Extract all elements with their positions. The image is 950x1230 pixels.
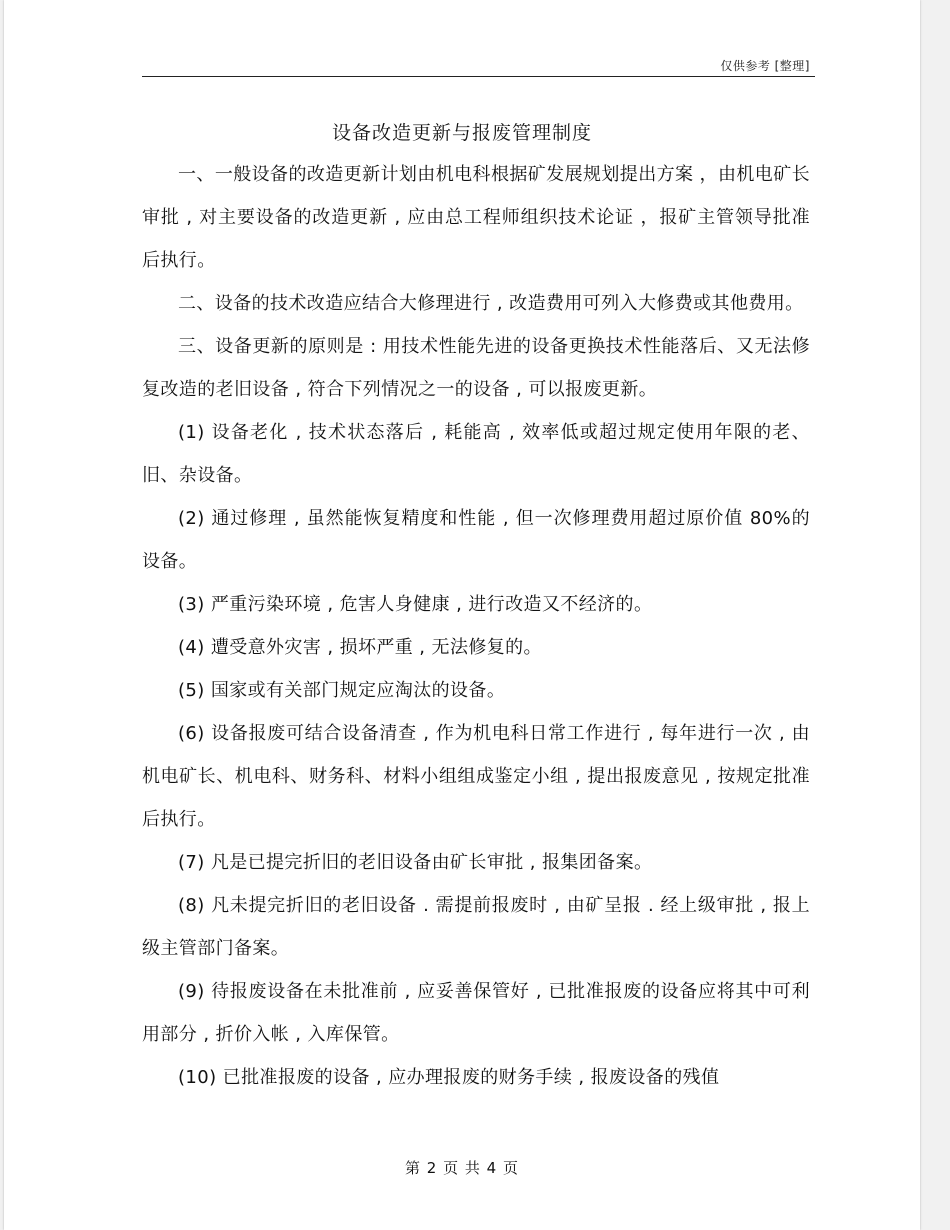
paragraph: (7) 凡是已提完折旧的老旧设备由矿长审批 , 报集团备案。 <box>178 852 653 873</box>
paragraph: (5) 国家或有关部门规定应淘汰的设备。 <box>178 680 506 701</box>
paragraph: (2) 通过修理 , 虽然能恢复精度和性能 , 但一次修理费用超过原价值 80%的设备。 <box>142 508 810 572</box>
paragraph: 二、设备的技术改造应结合大修理进行 , 改造费用可列入大修费或其他费用。 <box>178 293 804 314</box>
paragraph: (3) 严重污染环境 , 危害人身健康 , 进行改造又不经济的。 <box>178 594 653 615</box>
paragraph: 三、设备更新的原则是 : 用技术性能先进的设备更换技术性能落后、又无法修复改造的老旧设备 , 符合下列情况之一的设备 , 可以报废更新。 <box>142 336 810 400</box>
paragraph: (8) 凡未提完折旧的老旧设备 . 需提前报废时 , 由矿呈报 . 经上级审批 , 报上级主管部门备案。 <box>142 895 810 959</box>
paragraph: (1) 设备老化 , 技术状态落后 , 耗能高 , 效率低或超过规定使用年限的老、旧、杂设备。 <box>142 422 810 486</box>
paragraph: (10) 已批准报废的设备 , 应办理报废的财务手续 , 报废设备的残值 <box>178 1067 720 1088</box>
paragraph: (4) 遭受意外灾害 , 损坏严重 , 无法修复的。 <box>178 637 542 658</box>
document-body <box>142 153 810 1099</box>
header-divider <box>142 76 815 77</box>
document-title: 设备改造更新与报废管理制度 <box>331 122 592 144</box>
document-page <box>4 0 920 1230</box>
paragraph: (6) 设备报废可结合设备清查 , 作为机电科日常工作进行 , 每年进行一次 , 由机电矿长、机电科、财务科、材料小组组成鉴定小组 , 提出报废意见 , 按规定批准后执行。 <box>142 723 810 830</box>
paragraph: 一、一般设备的改造更新计划由机电科根据矿发展规划提出方案 ，由机电矿长审批 , 对主要设备的改造更新 , 应由总工程师组织技术论证 ，报矿主管领导批准后执行。 <box>142 164 810 271</box>
header-note: 仅供参考 [整理] <box>720 59 810 73</box>
paragraph: (9) 待报废设备在未批准前 , 应妥善保管好 , 已批准报废的设备应将其中可利用部分 , 折价入帐 , 入库保管。 <box>142 981 810 1045</box>
page-number-footer: 第 2 页 共 4 页 <box>405 1159 519 1177</box>
